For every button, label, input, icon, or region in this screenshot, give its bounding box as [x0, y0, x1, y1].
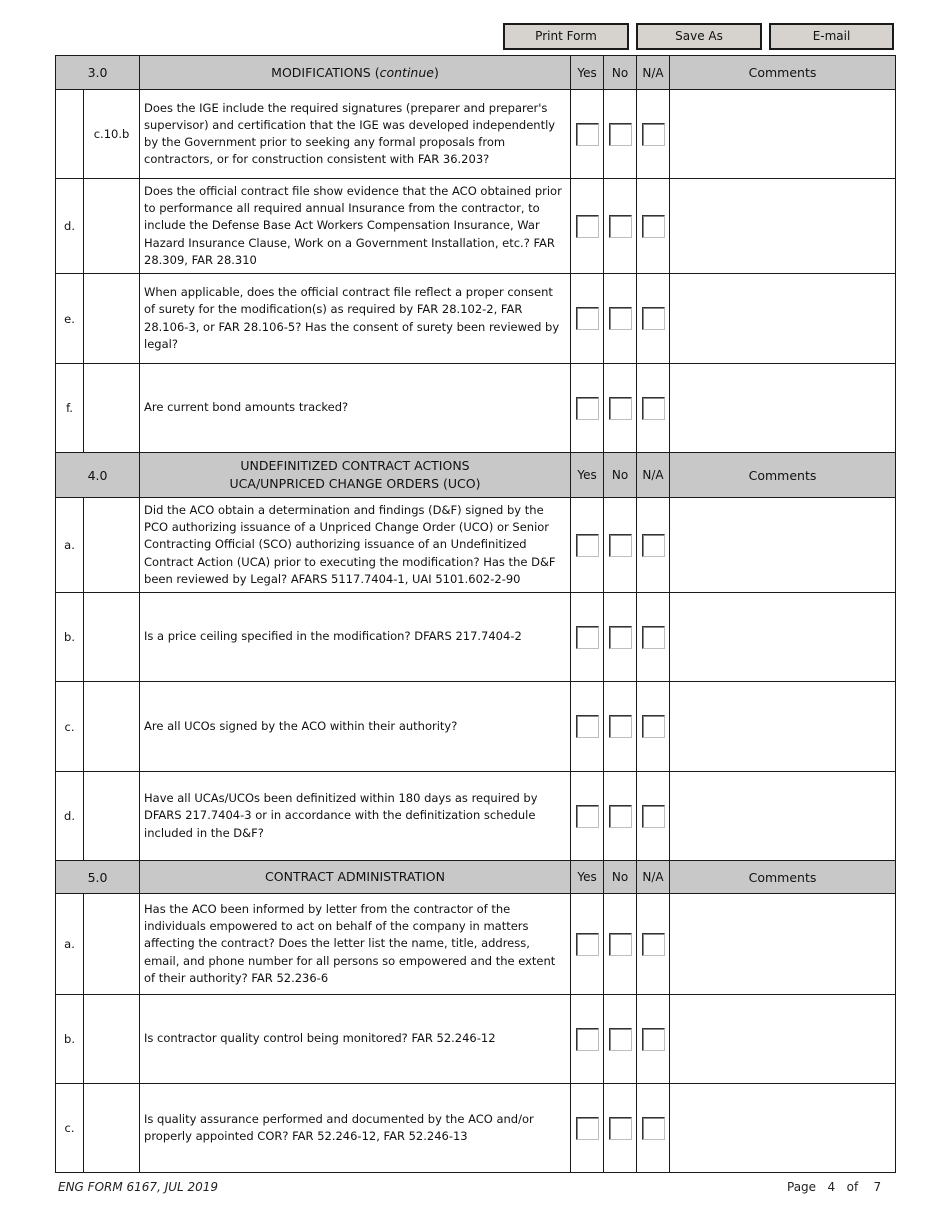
row-question: Did the ACO obtain a determination and findings (D&F) signed by the PCO authorizing issuance of a Unpriced Change Order (UCO) or Senior Contracting Official (SCO) authorizing issuance of an Undefinitized Contract Action (UCA) prior to executing the modification? Has the D&F been reviewed by Legal? AFARS 5117.7404-1, UAI 5101.602-2-90	[140, 498, 571, 593]
yes-checkbox[interactable]	[576, 215, 599, 238]
row-question: When applicable, does the official contract file reflect a proper consent of surety for the modification(s) as required by FAR 28.102-2, FAR 28.106-3, or FAR 28.106-5? Has the consent of surety been reviewed by legal?	[140, 274, 571, 364]
of-label: of	[846, 1180, 859, 1194]
page-total: 7	[873, 1180, 882, 1194]
row-subnumber	[84, 682, 140, 772]
section-title-italic: continue	[379, 64, 434, 80]
col-yes-header: Yes	[571, 861, 604, 894]
row-subnumber	[84, 894, 140, 995]
na-checkbox[interactable]	[642, 534, 665, 557]
row-question: Is a price ceiling specified in the modification? DFARS 217.7404-2	[140, 593, 571, 682]
row-subnumber	[84, 274, 140, 364]
section-title-line1: UNDEFINITIZED CONTRACT ACTIONS	[240, 458, 470, 473]
row-question: Are current bond amounts tracked?	[140, 364, 571, 453]
col-comments-header: Comments	[670, 453, 896, 498]
table-row	[56, 1084, 896, 1173]
na-checkbox[interactable]	[642, 397, 665, 420]
yes-checkbox[interactable]	[576, 805, 599, 828]
yes-checkbox[interactable]	[576, 626, 599, 649]
yes-checkbox[interactable]	[576, 307, 599, 330]
no-checkbox[interactable]	[609, 123, 632, 146]
row-subnumber	[84, 1084, 140, 1173]
col-comments-header: Comments	[670, 56, 896, 90]
comments-field[interactable]	[670, 364, 896, 453]
checklist-table	[55, 55, 896, 1173]
comments-field[interactable]	[670, 593, 896, 682]
row-subnumber	[84, 364, 140, 453]
comments-field[interactable]	[670, 995, 896, 1084]
table-row	[56, 364, 896, 453]
row-question: Is contractor quality control being monitored? FAR 52.246-12	[140, 995, 571, 1084]
col-comments-header: Comments	[670, 861, 896, 894]
comments-field[interactable]	[670, 274, 896, 364]
yes-checkbox[interactable]	[576, 534, 599, 557]
col-no-header: No	[604, 56, 637, 90]
section-header-4	[56, 453, 896, 498]
section-number: 5.0	[56, 861, 140, 894]
na-checkbox[interactable]	[642, 123, 665, 146]
row-question: Does the IGE include the required signatures (preparer and preparer's supervisor) and certification that the IGE was developed independently by the Government prior to seeking any formal proposals from contractors, or for construction consistent with FAR 36.203?	[140, 90, 571, 179]
na-checkbox[interactable]	[642, 715, 665, 738]
no-checkbox[interactable]	[609, 397, 632, 420]
comments-field[interactable]	[670, 682, 896, 772]
row-question: Is quality assurance performed and documented by the ACO and/or properly appointed COR? FAR 52.246-12, FAR 52.246-13	[140, 1084, 571, 1173]
page-number: 4	[827, 1180, 836, 1194]
table-row	[56, 894, 896, 995]
na-checkbox[interactable]	[642, 307, 665, 330]
row-subnumber: c.10.b	[84, 90, 140, 179]
section-title	[140, 56, 571, 90]
no-checkbox[interactable]	[609, 933, 632, 956]
na-checkbox[interactable]	[642, 626, 665, 649]
row-letter: c.	[56, 1084, 84, 1173]
comments-field[interactable]	[670, 498, 896, 593]
table-row	[56, 772, 896, 861]
no-checkbox[interactable]	[609, 1117, 632, 1140]
na-checkbox[interactable]	[642, 805, 665, 828]
row-letter: c.	[56, 682, 84, 772]
comments-field[interactable]	[670, 1084, 896, 1173]
section-number: 4.0	[56, 453, 140, 498]
row-question: Does the official contract file show evidence that the ACO obtained prior to performance all required annual Insurance from the contractor, to include the Defense Base Act Workers Compensation Insurance, War Hazard Insurance Clause, Work on a Government Installation, etc.? FAR 28.309, FAR 28.310	[140, 179, 571, 274]
row-letter: a.	[56, 498, 84, 593]
table-row	[56, 995, 896, 1084]
row-subnumber	[84, 179, 140, 274]
section-title	[140, 453, 571, 498]
col-no-header: No	[604, 453, 637, 498]
section-title-line2: UCA/UNPRICED CHANGE ORDERS (UCO)	[229, 476, 481, 491]
table-row	[56, 593, 896, 682]
na-checkbox[interactable]	[642, 933, 665, 956]
row-question: Has the ACO been informed by letter from the contractor of the individuals empowered to act on behalf of the company in matters affecting the contract? Does the letter list the name, title, address, email, and phone number for all persons so empowered and the extent of their authority? FAR 52.236-6	[140, 894, 571, 995]
comments-field[interactable]	[670, 90, 896, 179]
section-number: 3.0	[56, 56, 140, 90]
row-question: Have all UCAs/UCOs been definitized within 180 days as required by DFARS 217.7404-3 or in accordance with the definitization schedule included in the D&F?	[140, 772, 571, 861]
email-button[interactable]: E-mail	[769, 23, 894, 50]
table-row	[56, 682, 896, 772]
section-header-3	[56, 56, 896, 90]
section-title-main: MODIFICATIONS (	[271, 64, 380, 80]
row-letter: b.	[56, 593, 84, 682]
yes-checkbox[interactable]	[576, 123, 599, 146]
table-row	[56, 179, 896, 274]
page-label: Page	[787, 1180, 817, 1194]
comments-field[interactable]	[670, 894, 896, 995]
row-subnumber	[84, 995, 140, 1084]
row-letter: b.	[56, 995, 84, 1084]
table-row	[56, 274, 896, 364]
table-row	[56, 90, 896, 179]
col-no-header: No	[604, 861, 637, 894]
yes-checkbox[interactable]	[576, 1028, 599, 1051]
row-letter: e.	[56, 274, 84, 364]
form-identifier: ENG FORM 6167, JUL 2019	[58, 1180, 219, 1194]
table-row	[56, 498, 896, 593]
row-letter: d.	[56, 179, 84, 274]
yes-checkbox[interactable]	[576, 1117, 599, 1140]
print-form-button[interactable]: Print Form	[503, 23, 629, 50]
section-title-tail: )	[433, 64, 439, 80]
col-yes-header: Yes	[571, 453, 604, 498]
comments-field[interactable]	[670, 179, 896, 274]
no-checkbox[interactable]	[609, 1028, 632, 1051]
section-title: CONTRACT ADMINISTRATION	[140, 861, 571, 894]
row-letter	[56, 90, 84, 179]
yes-checkbox[interactable]	[576, 933, 599, 956]
comments-field[interactable]	[670, 772, 896, 861]
col-yes-header: Yes	[571, 56, 604, 90]
yes-checkbox[interactable]	[576, 397, 599, 420]
row-subnumber	[84, 498, 140, 593]
na-checkbox[interactable]	[642, 1028, 665, 1051]
row-letter: d.	[56, 772, 84, 861]
na-checkbox[interactable]	[642, 1117, 665, 1140]
no-checkbox[interactable]	[609, 715, 632, 738]
row-letter: a.	[56, 894, 84, 995]
row-subnumber	[84, 772, 140, 861]
no-checkbox[interactable]	[609, 215, 632, 238]
row-subnumber	[84, 593, 140, 682]
col-na-header: N/A	[637, 453, 670, 498]
save-as-button[interactable]: Save As	[636, 23, 762, 50]
col-na-header: N/A	[637, 861, 670, 894]
yes-checkbox[interactable]	[576, 715, 599, 738]
no-checkbox[interactable]	[609, 805, 632, 828]
no-checkbox[interactable]	[609, 307, 632, 330]
na-checkbox[interactable]	[642, 215, 665, 238]
col-na-header: N/A	[637, 56, 670, 90]
no-checkbox[interactable]	[609, 626, 632, 649]
row-letter: f.	[56, 364, 84, 453]
section-header-5	[56, 861, 896, 894]
no-checkbox[interactable]	[609, 534, 632, 557]
row-question: Are all UCOs signed by the ACO within their authority?	[140, 682, 571, 772]
page-indicator	[787, 1180, 897, 1194]
